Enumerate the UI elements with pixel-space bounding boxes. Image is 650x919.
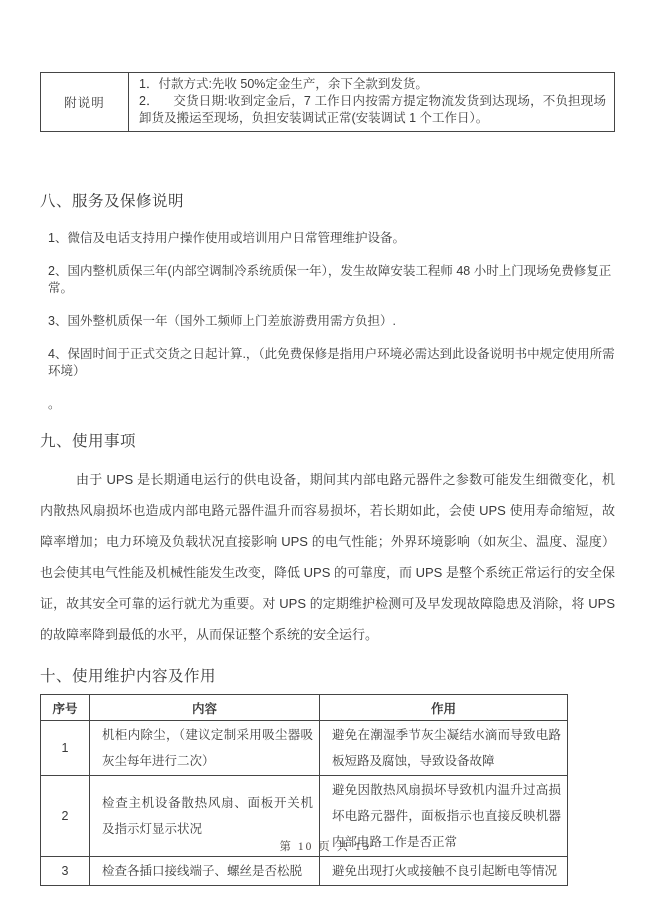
section-title-usage: 九、使用事项 <box>40 433 137 450</box>
table-row <box>41 721 568 776</box>
maintenance-header-row <box>41 695 568 721</box>
service-item-3: 3、国外整机质保一年（国外工频师上门差旅游费用需方负担）. <box>48 314 396 328</box>
row2-content: 检查主机设备散热风扇、面板开关机及指示灯显示状况 <box>90 776 320 857</box>
row2-no: 2 <box>41 776 90 857</box>
service-item-4-continuation: 。 <box>48 397 61 411</box>
maintenance-table <box>40 694 568 886</box>
note-body-cell <box>129 73 615 132</box>
header-effect: 作用 <box>320 695 568 721</box>
note-line-payment: 1．付款方式:先收 50%定金生产，余下全款到发货。 <box>139 77 428 91</box>
appendix-note-table <box>40 72 615 132</box>
row3-no: 3 <box>41 857 90 886</box>
note-label-cell: 附说明 <box>41 73 129 132</box>
usage-paragraph: 由于 UPS 是长期通电运行的供电设备，期间其内部电路元器件之参数可能发生细微变化，机内散热风扇损坏也造成内部电路元器件温升而容易损坏，若长期如此，会使 UPS 使用寿命缩短，故障率增加；电力环境及负载状况直接影响 UPS 的电气性能；外界环境影响（如灰尘、温度、湿度）也会使其电气性能及机械性能发生改变，降低 UPS 的可靠度，而 UPS 是整个系统正常运行的安全保证，故其安全可靠的运行就尤为重要。对 UPS 的定期维护检测可及早发现故障隐患及消除，将 UPS 的故障率降到最低的水平，从而保证整个系统的安全运行。 <box>40 472 615 642</box>
header-content: 内容 <box>90 695 320 721</box>
row2-effect: 避免因散热风扇损坏导致机内温升过高损坏电路元器件，面板指示也直接反映机器内部电路工作是否正常 <box>320 776 568 857</box>
service-item-2: 2、国内整机质保三年(内部空调制冷系统质保一年），发生故障安装工程师 48 小时上门现场免费修复正常。 <box>48 264 612 295</box>
section-title-maintenance: 十、使用维护内容及作用 <box>40 668 217 685</box>
section-title-service-warranty: 八、服务及保修说明 <box>40 193 185 210</box>
header-no: 序号 <box>41 695 90 721</box>
row1-no: 1 <box>41 721 90 776</box>
page-number-indicator: 第 10 页 共 13 <box>279 841 371 853</box>
row3-content: 检查各插口接线端子、螺丝是否松脱 <box>90 857 320 886</box>
row3-effect: 避免出现打火或接触不良引起断电等情况 <box>320 857 568 886</box>
table-row <box>41 857 568 886</box>
service-item-1: 1、微信及电话支持用户操作使用或培训用户日常管理维护设备。 <box>48 231 405 245</box>
row1-content: 机柜内除尘，（建议定制采用吸尘器吸灰尘每年进行二次） <box>90 721 320 776</box>
row1-effect: 避免在潮湿季节灰尘凝结水滴而导致电路板短路及腐蚀，导致设备故障 <box>320 721 568 776</box>
service-item-4: 4、保固时间于正式交货之日起计算.，（此免费保修是指用户环境必需达到此设备说明书中规定使用所需环境） <box>48 347 615 378</box>
note-line-delivery: 2． 交货日期:收到定金后，7 工作日内按需方提定物流发货到达现场，不负担现场卸货及搬运至现场，负担安装调试正常(安装调试 1 个工作日）。 <box>139 94 606 125</box>
